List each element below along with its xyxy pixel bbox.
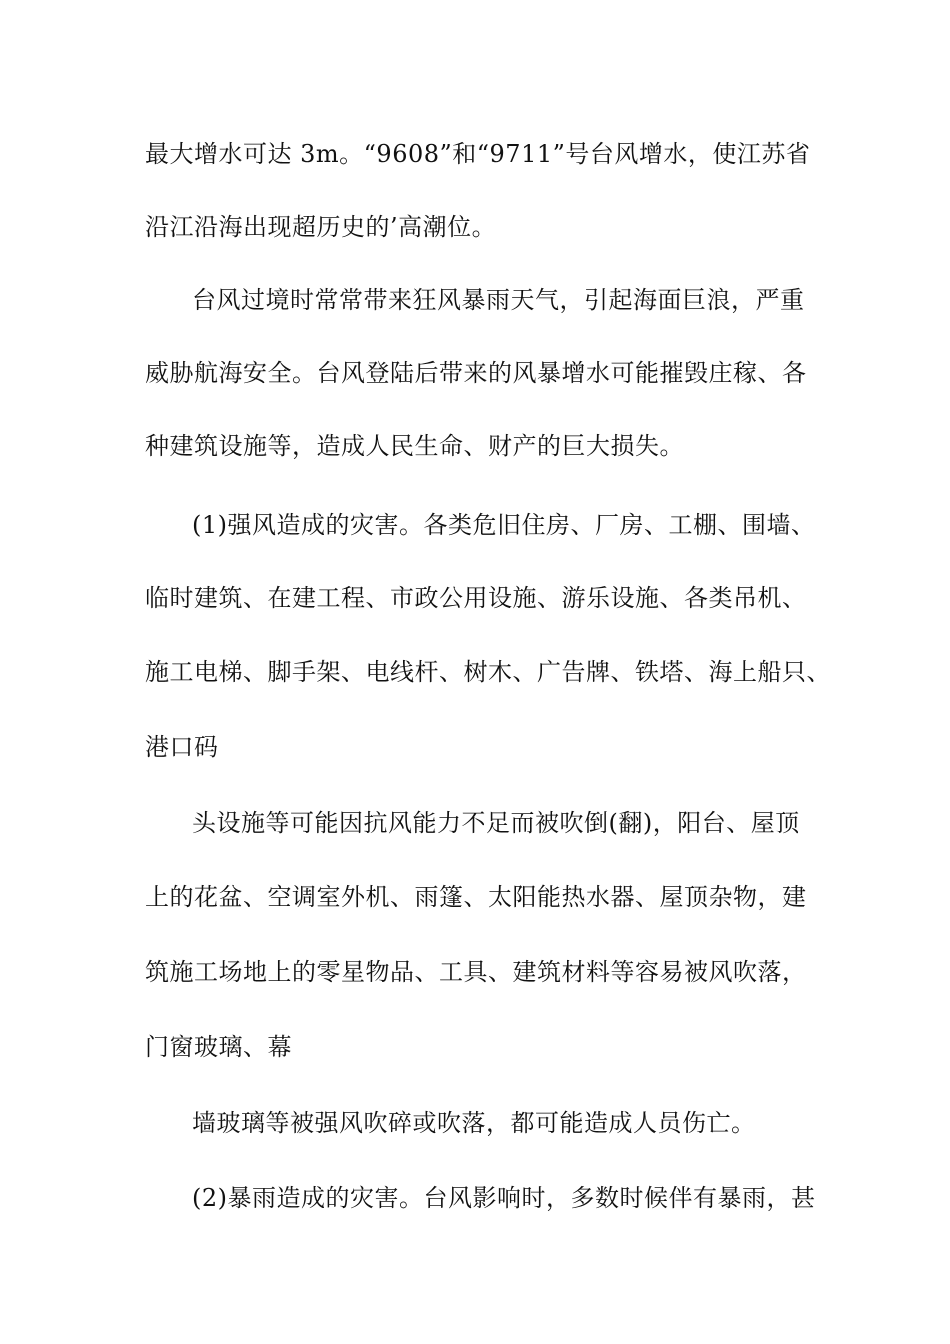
paragraph-start-line: (2)暴雨造成的灾害。台风影响时，多数时候伴有暴雨，甚 (192, 1184, 816, 1212)
text-line: 威胁航海安全。台风登陆后带来的风暴增水可能摧毁庄稼、各 (145, 359, 807, 387)
text-line: 上的花盆、空调室外机、雨篷、太阳能热水器、屋顶杂物，建 (145, 883, 807, 911)
text-line: 种建筑设施等，造成人民生命、财产的巨大损失。 (145, 432, 684, 460)
text-line: 施工电梯、脚手架、电线杆、树木、广告牌、铁塔、海上船只、 (145, 658, 831, 686)
text-line: 最大增水可达 3m。“9608”和“9711”号台风增水，使江苏省 (145, 140, 811, 168)
paragraph-start-line: (1)强风造成的灾害。各类危旧住房、厂房、工棚、围墙、 (192, 511, 816, 539)
paragraph-start-line: 头设施等可能因抗风能力不足而被吹倒(翻)，阳台、屋顶 (192, 809, 800, 837)
paragraph-start-line: 台风过境时常常带来狂风暴雨天气，引起海面巨浪，严重 (192, 286, 805, 314)
paragraph-start-line: 墙玻璃等被强风吹碎或吹落，都可能造成人员伤亡。 (192, 1109, 756, 1137)
text-line: 临时建筑、在建工程、市政公用设施、游乐设施、各类吊机、 (145, 584, 807, 612)
text-line: 筑施工场地上的零星物品、工具、建筑材料等容易被风吹落， (145, 958, 807, 986)
text-line: 沿江沿海出现超历史的’高潮位。 (145, 213, 497, 241)
text-line: 港口码 (145, 733, 219, 761)
text-line: 门窗玻璃、幕 (145, 1033, 292, 1061)
